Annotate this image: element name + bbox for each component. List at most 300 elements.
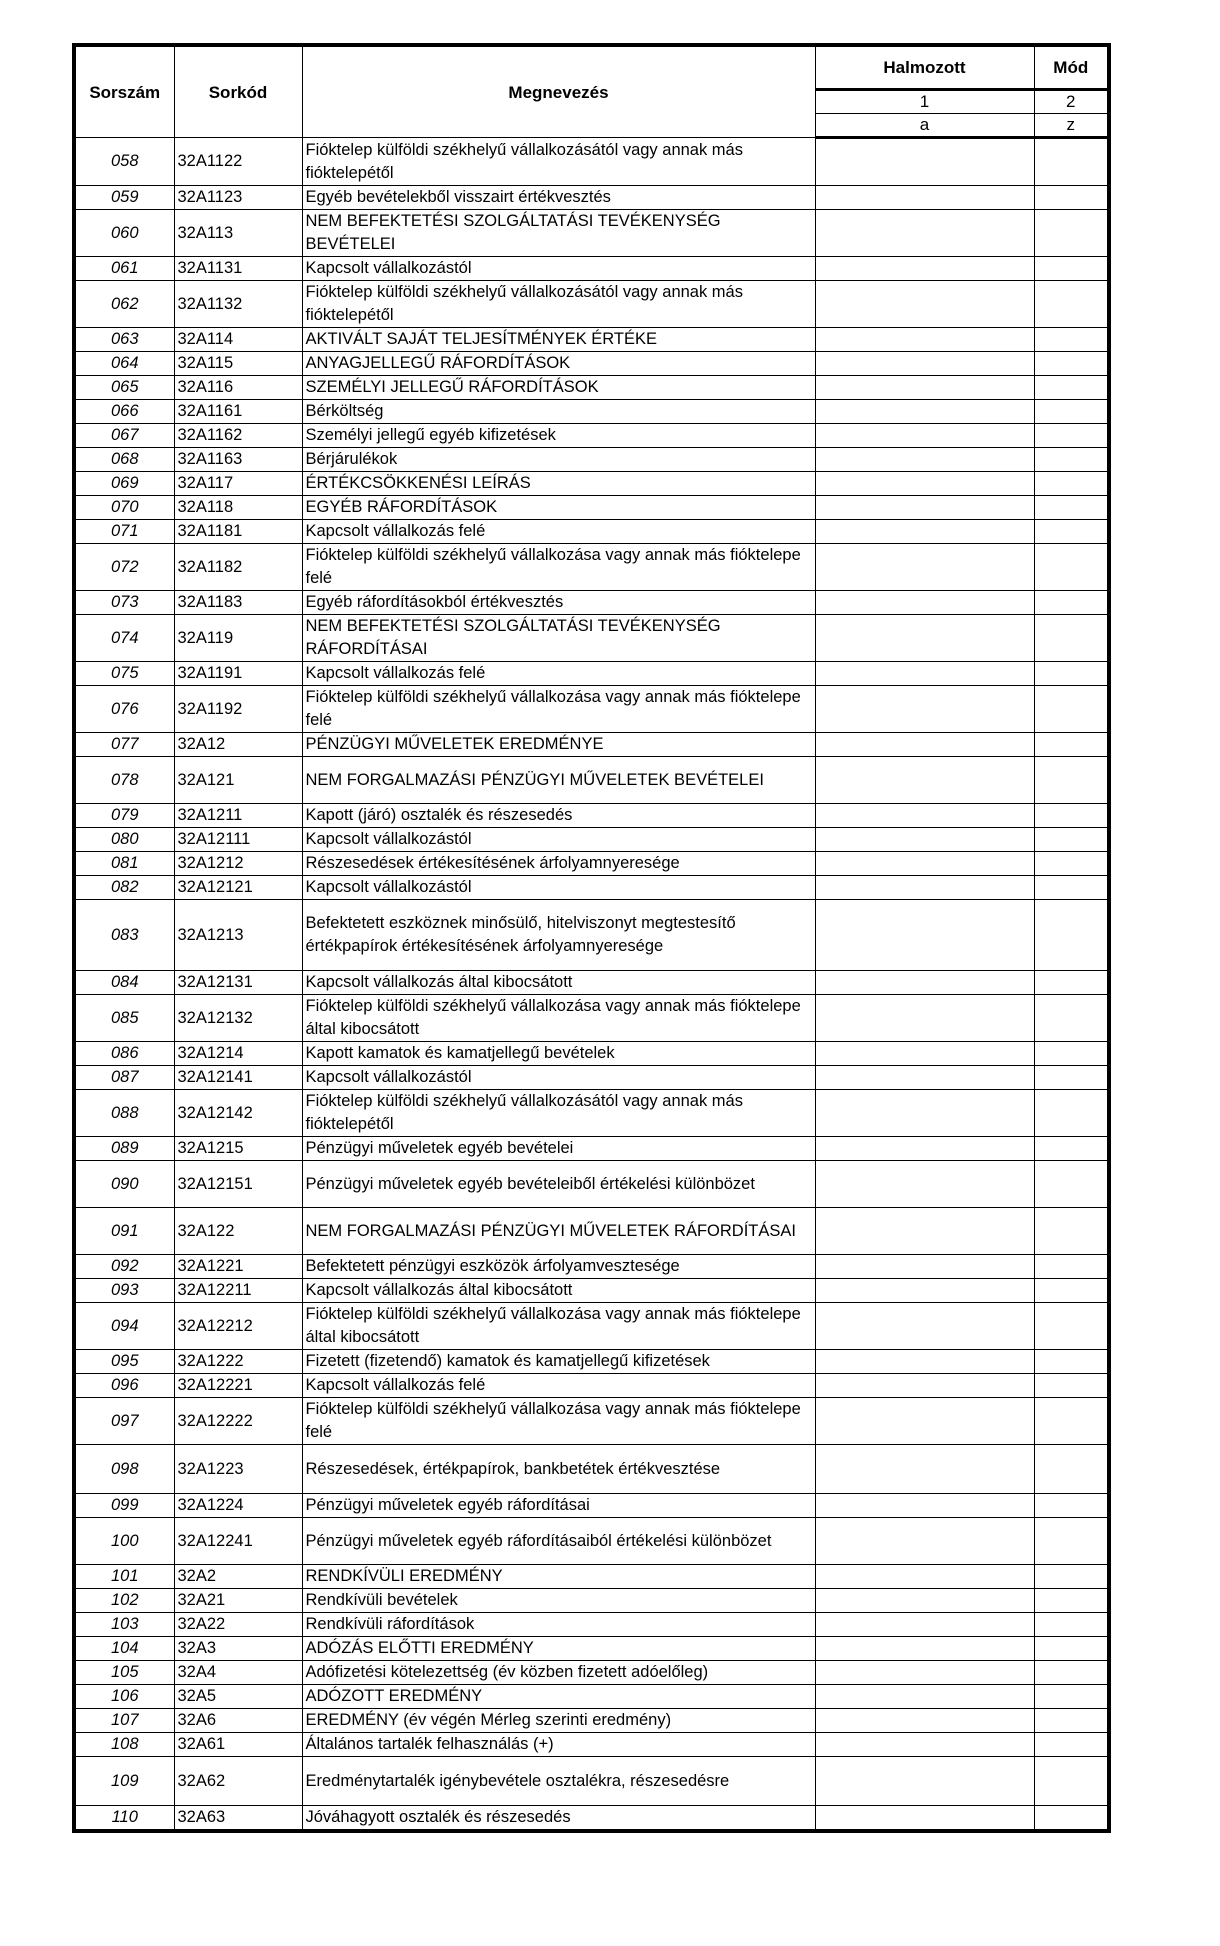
row-code: 32A1163 — [174, 448, 302, 472]
row-name: Fióktelep külföldi székhelyű vállalkozásától vagy annak más fióktelepétől — [302, 138, 815, 186]
row-number: 061 — [74, 257, 174, 281]
row-mod-cell[interactable] — [1034, 281, 1109, 328]
row-halmozott-cell[interactable] — [815, 1806, 1034, 1832]
table-row — [74, 1161, 1109, 1208]
row-code: 32A2 — [174, 1565, 302, 1589]
row-halmozott-cell[interactable] — [815, 852, 1034, 876]
row-number: 082 — [74, 876, 174, 900]
table-row — [74, 328, 1109, 352]
row-number: 103 — [74, 1613, 174, 1637]
row-number: 100 — [74, 1518, 174, 1565]
row-halmozott-cell[interactable] — [815, 876, 1034, 900]
row-halmozott-cell[interactable] — [815, 376, 1034, 400]
row-code: 32A12111 — [174, 828, 302, 852]
row-number: 089 — [74, 1137, 174, 1161]
row-mod-cell[interactable] — [1034, 995, 1109, 1042]
row-name: Befektetett eszköznek minősülő, hitelviszonyt megtestesítő értékpapírok értékesítésének árfolyamnyeresége — [302, 900, 815, 971]
row-code: 32A12142 — [174, 1090, 302, 1137]
row-code: 32A116 — [174, 376, 302, 400]
row-name: Bérköltség — [302, 400, 815, 424]
row-halmozott-cell[interactable] — [815, 900, 1034, 971]
row-mod-cell[interactable] — [1034, 138, 1109, 186]
row-halmozott-cell[interactable] — [815, 1637, 1034, 1661]
row-code: 32A1161 — [174, 400, 302, 424]
header-megnevezes: Megnevezés — [302, 45, 815, 138]
row-halmozott-cell[interactable] — [815, 520, 1034, 544]
table-row — [74, 1090, 1109, 1137]
row-name: Kapcsolt vállalkozás felé — [302, 1374, 815, 1398]
row-name: Fióktelep külföldi székhelyű vállalkozása vagy annak más fióktelepe felé — [302, 686, 815, 733]
row-number: 110 — [74, 1806, 174, 1832]
table-row — [74, 1637, 1109, 1661]
row-code: 32A1122 — [174, 138, 302, 186]
row-mod-cell[interactable] — [1034, 544, 1109, 591]
row-mod-cell[interactable] — [1034, 352, 1109, 376]
table-row — [74, 995, 1109, 1042]
row-mod-cell[interactable] — [1034, 591, 1109, 615]
table-row — [74, 1685, 1109, 1709]
row-code: 32A12132 — [174, 995, 302, 1042]
row-name: Kapcsolt vállalkozás által kibocsátott — [302, 971, 815, 995]
table-row — [74, 1494, 1109, 1518]
row-name: Egyéb bevételekből visszairt értékvesztés — [302, 186, 815, 210]
table-row — [74, 257, 1109, 281]
row-mod-cell[interactable] — [1034, 1374, 1109, 1398]
row-code: 32A62 — [174, 1757, 302, 1806]
row-halmozott-cell[interactable] — [815, 971, 1034, 995]
row-name: Rendkívüli ráfordítások — [302, 1613, 815, 1637]
table-row — [74, 496, 1109, 520]
table-row — [74, 281, 1109, 328]
row-halmozott-cell[interactable] — [815, 1303, 1034, 1350]
table-row — [74, 1806, 1109, 1832]
row-number: 083 — [74, 900, 174, 971]
row-halmozott-cell[interactable] — [815, 1350, 1034, 1374]
row-code: 32A1223 — [174, 1445, 302, 1494]
row-code: 32A1132 — [174, 281, 302, 328]
header-col-1-sub: a — [815, 114, 1034, 138]
row-name: NEM BEFEKTETÉSI SZOLGÁLTATÁSI TEVÉKENYSÉG BEVÉTELEI — [302, 210, 815, 257]
row-number: 066 — [74, 400, 174, 424]
row-halmozott-cell[interactable] — [815, 281, 1034, 328]
row-mod-cell[interactable] — [1034, 615, 1109, 662]
row-code: 32A119 — [174, 615, 302, 662]
row-name: Rendkívüli bevételek — [302, 1589, 815, 1613]
row-mod-cell[interactable] — [1034, 257, 1109, 281]
row-mod-cell[interactable] — [1034, 424, 1109, 448]
row-halmozott-cell[interactable] — [815, 1161, 1034, 1208]
table-row — [74, 1565, 1109, 1589]
row-name: ÉRTÉKCSÖKKENÉSI LEÍRÁS — [302, 472, 815, 496]
row-mod-cell[interactable] — [1034, 1303, 1109, 1350]
row-code: 32A1221 — [174, 1255, 302, 1279]
row-halmozott-cell[interactable] — [815, 1733, 1034, 1757]
row-number: 078 — [74, 757, 174, 804]
row-code: 32A1215 — [174, 1137, 302, 1161]
row-code: 32A1183 — [174, 591, 302, 615]
table-row — [74, 424, 1109, 448]
row-mod-cell[interactable] — [1034, 1709, 1109, 1733]
row-code: 32A118 — [174, 496, 302, 520]
table-row — [74, 1613, 1109, 1637]
row-halmozott-cell[interactable] — [815, 1494, 1034, 1518]
row-halmozott-cell[interactable] — [815, 1398, 1034, 1445]
table-row — [74, 804, 1109, 828]
row-name: Általános tartalék felhasználás (+) — [302, 1733, 815, 1757]
row-halmozott-cell[interactable] — [815, 424, 1034, 448]
row-name: Befektetett pénzügyi eszközök árfolyamvesztesége — [302, 1255, 815, 1279]
row-name: Pénzügyi műveletek egyéb ráfordításai — [302, 1494, 815, 1518]
row-number: 097 — [74, 1398, 174, 1445]
row-mod-cell[interactable] — [1034, 1637, 1109, 1661]
row-number: 091 — [74, 1208, 174, 1255]
row-mod-cell[interactable] — [1034, 376, 1109, 400]
row-mod-cell[interactable] — [1034, 496, 1109, 520]
row-halmozott-cell[interactable] — [815, 1565, 1034, 1589]
row-code: 32A1212 — [174, 852, 302, 876]
row-name: PÉNZÜGYI MŰVELETEK EREDMÉNYE — [302, 733, 815, 757]
row-number: 109 — [74, 1757, 174, 1806]
table-row — [74, 900, 1109, 971]
row-halmozott-cell[interactable] — [815, 757, 1034, 804]
table-row — [74, 686, 1109, 733]
row-number: 099 — [74, 1494, 174, 1518]
row-mod-cell[interactable] — [1034, 472, 1109, 496]
row-halmozott-cell[interactable] — [815, 257, 1034, 281]
row-code: 32A121 — [174, 757, 302, 804]
row-mod-cell[interactable] — [1034, 1757, 1109, 1806]
table-row — [74, 520, 1109, 544]
row-number: 088 — [74, 1090, 174, 1137]
row-number: 062 — [74, 281, 174, 328]
row-name: Kapcsolt vállalkozástól — [302, 876, 815, 900]
header-sorkod: Sorkód — [174, 45, 302, 138]
row-name: Adófizetési kötelezettség (év közben fizetett adóelőleg) — [302, 1661, 815, 1685]
row-halmozott-cell[interactable] — [815, 733, 1034, 757]
row-mod-cell[interactable] — [1034, 852, 1109, 876]
row-name: EREDMÉNY (év végén Mérleg szerinti eredmény) — [302, 1709, 815, 1733]
header-col-1: 1 — [815, 90, 1034, 114]
row-number: 094 — [74, 1303, 174, 1350]
table-row — [74, 210, 1109, 257]
row-mod-cell[interactable] — [1034, 1042, 1109, 1066]
row-name: Eredménytartalék igénybevétele osztalékra, részesedésre — [302, 1757, 815, 1806]
table-row — [74, 1661, 1109, 1685]
row-mod-cell[interactable] — [1034, 186, 1109, 210]
row-halmozott-cell[interactable] — [815, 1589, 1034, 1613]
row-halmozott-cell[interactable] — [815, 1445, 1034, 1494]
table-row — [74, 1757, 1109, 1806]
row-halmozott-cell[interactable] — [815, 591, 1034, 615]
row-mod-cell[interactable] — [1034, 1398, 1109, 1445]
row-mod-cell[interactable] — [1034, 1066, 1109, 1090]
row-halmozott-cell[interactable] — [815, 1255, 1034, 1279]
row-halmozott-cell[interactable] — [815, 1042, 1034, 1066]
row-number: 070 — [74, 496, 174, 520]
table-row — [74, 1350, 1109, 1374]
row-halmozott-cell[interactable] — [815, 352, 1034, 376]
row-code: 32A22 — [174, 1613, 302, 1637]
table-row — [74, 615, 1109, 662]
table-row — [74, 1374, 1109, 1398]
row-code: 32A1181 — [174, 520, 302, 544]
row-number: 107 — [74, 1709, 174, 1733]
row-number: 084 — [74, 971, 174, 995]
row-number: 060 — [74, 210, 174, 257]
row-number: 102 — [74, 1589, 174, 1613]
row-mod-cell[interactable] — [1034, 1161, 1109, 1208]
row-halmozott-cell[interactable] — [815, 1090, 1034, 1137]
row-code: 32A1211 — [174, 804, 302, 828]
row-mod-cell[interactable] — [1034, 757, 1109, 804]
row-number: 068 — [74, 448, 174, 472]
row-code: 32A1192 — [174, 686, 302, 733]
row-mod-cell[interactable] — [1034, 448, 1109, 472]
table-row — [74, 591, 1109, 615]
row-halmozott-cell[interactable] — [815, 1208, 1034, 1255]
row-name: Jóváhagyott osztalék és részesedés — [302, 1806, 815, 1832]
table-row — [74, 1255, 1109, 1279]
row-mod-cell[interactable] — [1034, 1518, 1109, 1565]
row-mod-cell[interactable] — [1034, 1685, 1109, 1709]
financial-report-table — [72, 43, 1111, 1833]
row-mod-cell[interactable] — [1034, 1494, 1109, 1518]
row-name: RENDKÍVÜLI EREDMÉNY — [302, 1565, 815, 1589]
row-number: 067 — [74, 424, 174, 448]
row-mod-cell[interactable] — [1034, 1279, 1109, 1303]
row-halmozott-cell[interactable] — [815, 686, 1034, 733]
table-row — [74, 1445, 1109, 1494]
row-code: 32A1214 — [174, 1042, 302, 1066]
header-col-2: 2 — [1034, 90, 1109, 114]
table-row — [74, 1709, 1109, 1733]
table-row — [74, 186, 1109, 210]
row-code: 32A5 — [174, 1685, 302, 1709]
row-number: 069 — [74, 472, 174, 496]
row-halmozott-cell[interactable] — [815, 1374, 1034, 1398]
row-code: 32A61 — [174, 1733, 302, 1757]
row-name: Fióktelep külföldi székhelyű vállalkozásától vagy annak más fióktelepétől — [302, 281, 815, 328]
table-row — [74, 1518, 1109, 1565]
row-code: 32A1182 — [174, 544, 302, 591]
row-name: Kapott (járó) osztalék és részesedés — [302, 804, 815, 828]
row-number: 086 — [74, 1042, 174, 1066]
row-mod-cell[interactable] — [1034, 328, 1109, 352]
header-col-2-sub: z — [1034, 114, 1109, 138]
row-halmozott-cell[interactable] — [815, 662, 1034, 686]
row-number: 076 — [74, 686, 174, 733]
row-code: 32A12131 — [174, 971, 302, 995]
row-number: 095 — [74, 1350, 174, 1374]
row-number: 058 — [74, 138, 174, 186]
row-code: 32A4 — [174, 1661, 302, 1685]
row-name: Kapcsolt vállalkozástól — [302, 257, 815, 281]
row-mod-cell[interactable] — [1034, 1350, 1109, 1374]
table-row — [74, 1137, 1109, 1161]
row-mod-cell[interactable] — [1034, 1806, 1109, 1832]
header-mod: Mód — [1034, 45, 1109, 90]
table-row — [74, 1398, 1109, 1445]
row-name: Részesedések, értékpapírok, bankbetétek értékvesztése — [302, 1445, 815, 1494]
table-row — [74, 1733, 1109, 1757]
table-row — [74, 733, 1109, 757]
row-number: 101 — [74, 1565, 174, 1589]
row-name: ANYAGJELLEGŰ RÁFORDÍTÁSOK — [302, 352, 815, 376]
row-mod-cell[interactable] — [1034, 400, 1109, 424]
row-mod-cell[interactable] — [1034, 520, 1109, 544]
table-row — [74, 1589, 1109, 1613]
row-code: 32A12151 — [174, 1161, 302, 1208]
row-name: Fióktelep külföldi székhelyű vállalkozása vagy annak más fióktelepe felé — [302, 1398, 815, 1445]
table-row — [74, 971, 1109, 995]
row-halmozott-cell[interactable] — [815, 328, 1034, 352]
table-row — [74, 138, 1109, 186]
row-name: Kapott kamatok és kamatjellegű bevételek — [302, 1042, 815, 1066]
row-code: 32A1123 — [174, 186, 302, 210]
row-mod-cell[interactable] — [1034, 686, 1109, 733]
row-code: 32A12241 — [174, 1518, 302, 1565]
table-row — [74, 757, 1109, 804]
row-halmozott-cell[interactable] — [815, 1518, 1034, 1565]
row-number: 073 — [74, 591, 174, 615]
row-number: 092 — [74, 1255, 174, 1279]
table-row — [74, 1066, 1109, 1090]
row-mod-cell[interactable] — [1034, 1445, 1109, 1494]
row-halmozott-cell[interactable] — [815, 1661, 1034, 1685]
row-code: 32A1131 — [174, 257, 302, 281]
table-row — [74, 852, 1109, 876]
row-code: 32A12211 — [174, 1279, 302, 1303]
row-halmozott-cell[interactable] — [815, 1137, 1034, 1161]
row-mod-cell[interactable] — [1034, 1255, 1109, 1279]
row-halmozott-cell[interactable] — [815, 544, 1034, 591]
row-mod-cell[interactable] — [1034, 804, 1109, 828]
row-halmozott-cell[interactable] — [815, 472, 1034, 496]
table-row — [74, 662, 1109, 686]
row-mod-cell[interactable] — [1034, 1613, 1109, 1637]
row-mod-cell[interactable] — [1034, 1733, 1109, 1757]
row-halmozott-cell[interactable] — [815, 1279, 1034, 1303]
row-mod-cell[interactable] — [1034, 971, 1109, 995]
row-mod-cell[interactable] — [1034, 1565, 1109, 1589]
row-mod-cell[interactable] — [1034, 733, 1109, 757]
row-name: Részesedések értékesítésének árfolyamnyeresége — [302, 852, 815, 876]
row-name: Fióktelep külföldi székhelyű vállalkozása vagy annak más fióktelepe által kibocsátott — [302, 995, 815, 1042]
row-mod-cell[interactable] — [1034, 876, 1109, 900]
row-number: 105 — [74, 1661, 174, 1685]
row-mod-cell[interactable] — [1034, 1137, 1109, 1161]
row-name: NEM FORGALMAZÁSI PÉNZÜGYI MŰVELETEK RÁFORDÍTÁSAI — [302, 1208, 815, 1255]
row-code: 32A1191 — [174, 662, 302, 686]
row-mod-cell[interactable] — [1034, 1208, 1109, 1255]
row-number: 080 — [74, 828, 174, 852]
row-number: 093 — [74, 1279, 174, 1303]
row-name: Egyéb ráfordításokból értékvesztés — [302, 591, 815, 615]
row-mod-cell[interactable] — [1034, 1589, 1109, 1613]
row-name: ADÓZOTT EREDMÉNY — [302, 1685, 815, 1709]
table-row — [74, 1208, 1109, 1255]
row-name: NEM BEFEKTETÉSI SZOLGÁLTATÁSI TEVÉKENYSÉG RÁFORDÍTÁSAI — [302, 615, 815, 662]
row-name: Személyi jellegű egyéb kifizetések — [302, 424, 815, 448]
row-code: 32A6 — [174, 1709, 302, 1733]
row-code: 32A12141 — [174, 1066, 302, 1090]
row-halmozott-cell[interactable] — [815, 138, 1034, 186]
row-halmozott-cell[interactable] — [815, 828, 1034, 852]
row-halmozott-cell[interactable] — [815, 496, 1034, 520]
row-code: 32A3 — [174, 1637, 302, 1661]
row-halmozott-cell[interactable] — [815, 1709, 1034, 1733]
row-halmozott-cell[interactable] — [815, 186, 1034, 210]
row-mod-cell[interactable] — [1034, 900, 1109, 971]
row-number: 064 — [74, 352, 174, 376]
row-name: Pénzügyi műveletek egyéb ráfordításaiból értékelési különbözet — [302, 1518, 815, 1565]
row-name: Fióktelep külföldi székhelyű vállalkozása vagy annak más fióktelepe által kibocsátott — [302, 1303, 815, 1350]
row-number: 098 — [74, 1445, 174, 1494]
row-halmozott-cell[interactable] — [815, 1757, 1034, 1806]
table-row — [74, 472, 1109, 496]
row-name: Fióktelep külföldi székhelyű vállalkozása vagy annak más fióktelepe felé — [302, 544, 815, 591]
table-row — [74, 544, 1109, 591]
row-mod-cell[interactable] — [1034, 828, 1109, 852]
row-name: SZEMÉLYI JELLEGŰ RÁFORDÍTÁSOK — [302, 376, 815, 400]
table-header — [74, 45, 1109, 138]
row-code: 32A21 — [174, 1589, 302, 1613]
row-mod-cell[interactable] — [1034, 210, 1109, 257]
row-number: 079 — [74, 804, 174, 828]
table-row — [74, 876, 1109, 900]
row-number: 063 — [74, 328, 174, 352]
row-number: 075 — [74, 662, 174, 686]
row-code: 32A1162 — [174, 424, 302, 448]
row-number: 065 — [74, 376, 174, 400]
row-mod-cell[interactable] — [1034, 1661, 1109, 1685]
row-mod-cell[interactable] — [1034, 662, 1109, 686]
row-code: 32A12 — [174, 733, 302, 757]
row-halmozott-cell[interactable] — [815, 804, 1034, 828]
table-row — [74, 352, 1109, 376]
row-halmozott-cell[interactable] — [815, 995, 1034, 1042]
row-name: Kapcsolt vállalkozás felé — [302, 520, 815, 544]
row-name: Kapcsolt vállalkozás felé — [302, 662, 815, 686]
row-code: 32A1213 — [174, 900, 302, 971]
table-body — [74, 138, 1109, 1832]
row-halmozott-cell[interactable] — [815, 210, 1034, 257]
table-row — [74, 1042, 1109, 1066]
row-name: Fióktelep külföldi székhelyű vállalkozásától vagy annak más fióktelepétől — [302, 1090, 815, 1137]
row-number: 106 — [74, 1685, 174, 1709]
row-number: 090 — [74, 1161, 174, 1208]
row-halmozott-cell[interactable] — [815, 1613, 1034, 1637]
row-number: 071 — [74, 520, 174, 544]
table-row — [74, 1279, 1109, 1303]
header-halmozott: Halmozott — [815, 45, 1034, 90]
row-halmozott-cell[interactable] — [815, 1066, 1034, 1090]
row-halmozott-cell[interactable] — [815, 448, 1034, 472]
row-halmozott-cell[interactable] — [815, 400, 1034, 424]
row-name: Kapcsolt vállalkozástól — [302, 828, 815, 852]
row-mod-cell[interactable] — [1034, 1090, 1109, 1137]
row-number: 087 — [74, 1066, 174, 1090]
row-halmozott-cell[interactable] — [815, 615, 1034, 662]
table-row — [74, 376, 1109, 400]
row-name: NEM FORGALMAZÁSI PÉNZÜGYI MŰVELETEK BEVÉTELEI — [302, 757, 815, 804]
row-code: 32A12221 — [174, 1374, 302, 1398]
row-code: 32A1222 — [174, 1350, 302, 1374]
row-number: 059 — [74, 186, 174, 210]
row-halmozott-cell[interactable] — [815, 1685, 1034, 1709]
row-code: 32A12212 — [174, 1303, 302, 1350]
row-number: 085 — [74, 995, 174, 1042]
